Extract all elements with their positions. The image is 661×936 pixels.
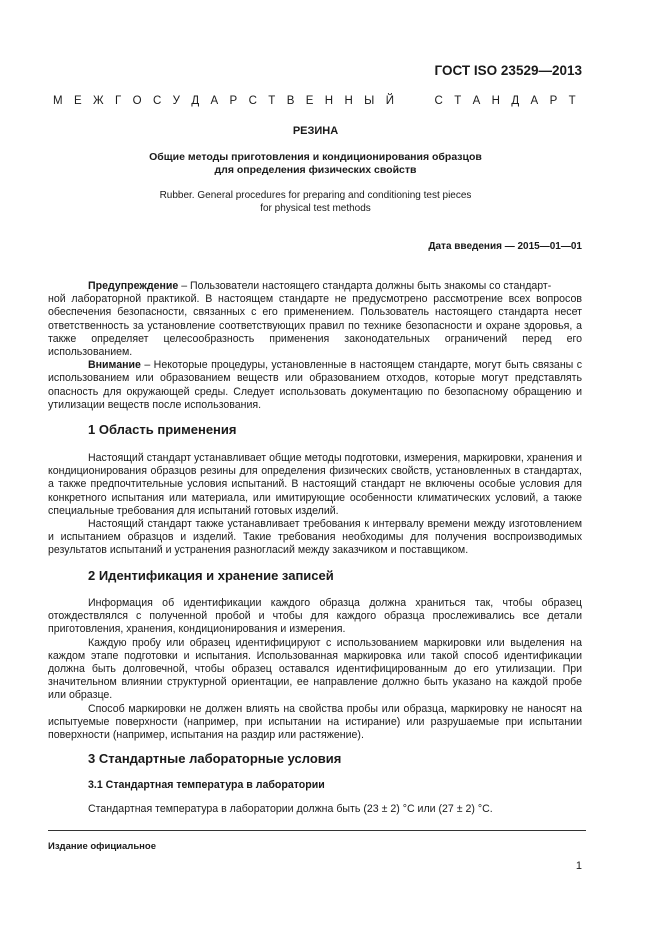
introduction-date: Дата введения — 2015—01—01	[428, 241, 582, 252]
standard-type-letter: А	[530, 95, 539, 107]
warning-text: – Пользователи настоящего стандарта должны быть знакомы со стандарт- ной лабораторной практикой. В настоящем стандарте не предусмотрено рассмотрение всех вопросов обеспечения безопасности, связанных с его применением. Пользователь настоящего стандарта несет ответственность за установление соответствующих правил по технике безопасности и охране здоровья, а также определяет целесообразность применения законодательных ограничений перед его использованием.	[48, 280, 582, 359]
standard-type-letter: С	[248, 95, 257, 107]
standard-type-letter: Т	[568, 95, 576, 107]
standard-type-letter: Н	[344, 95, 353, 107]
section-2-paragraph-1: Информация об идентификации каждого образца должна храниться так, чтобы образец отождествлялся с полученной пробой и чтобы для каждого образца прослеживались все детали приготовления, хранения, кондиционирования и измерения.	[48, 597, 582, 636]
standard-type-letter: Г	[115, 95, 122, 107]
section-3-heading: 3 Стандартные лабораторные условия	[88, 751, 342, 766]
page-number: 1	[575, 860, 582, 872]
standard-type-letter: А	[472, 95, 481, 107]
attention-text: – Некоторые процедуры, установленные в настоящем стандарте, могут быть связаны с использованием или образованием веществ или образованием отходов, которые могут представлять опасность для окружающей среды. Следует использовать документацию по безопасному обращению и утилизации веществ после использования.	[48, 359, 582, 411]
section-3-1-text: Стандартная температура в лаборатории должна быть (23 ± 2) °С или (27 ± 2) °С.	[88, 803, 493, 815]
attention-label: Внимание	[88, 359, 141, 372]
standard-type-letter: Е	[73, 95, 82, 107]
section-1-heading: 1 Область применения	[88, 422, 237, 437]
english-title-line-1: Rubber. General procedures for preparing and conditioning test pieces	[159, 190, 472, 201]
section-2-body	[48, 597, 582, 742]
document-title: РЕЗИНА	[292, 125, 339, 137]
warning-paragraph	[48, 280, 582, 359]
section-2-heading: 2 Идентификация и хранение записей	[88, 568, 334, 583]
standard-type-letter: А	[210, 95, 219, 107]
standard-type-letter: С	[434, 95, 443, 107]
standard-type-letter: У	[172, 95, 180, 107]
standard-type-letter: Т	[454, 95, 462, 107]
english-title	[48, 189, 583, 215]
section-2-paragraph-2: Каждую пробу или образец идентифицируют с использованием маркировки или выделения на каждом этапе подготовки и испытания. Использованная маркировка или такой способ идентификации должна быть долговечной, чтобы образец оставался идентифицированным до его утилизации. При значительном влиянии структурной ориентации, ее направление должно быть указано на каждой пробе или образце.	[48, 636, 582, 702]
subtitle-line-2: для определения физических свойств	[214, 164, 417, 176]
edition-label: Издание официальное	[48, 841, 156, 852]
warning-label: Предупреждение	[88, 280, 179, 292]
standard-type-letter: Е	[305, 95, 314, 107]
standard-type-letter: Н	[491, 95, 500, 107]
standard-type-letter: Д	[511, 95, 520, 107]
standard-type-label	[53, 95, 576, 107]
standard-type-letter: М	[53, 95, 63, 107]
english-title-line-2: for physical test methods	[260, 203, 371, 214]
attention-paragraph	[48, 359, 582, 412]
standard-type-letter: О	[132, 95, 142, 107]
standard-type-letter	[420, 95, 423, 107]
section-2-paragraph-3: Способ маркировки не должен влиять на свойства пробы или образца, маркировку не наносят на испытуемые поверхности (например, при испытании на истирание) или разрушаемые при испытании поверхности (например, испытания на раздир или растяжение).	[48, 702, 582, 742]
section-1-body	[48, 452, 582, 558]
standard-type-letter: Р	[229, 95, 238, 107]
section-1-paragraph-2: Настоящий стандарт также устанавливает требования к интервалу времени между изготовлением и испытанием образцов и изделий. Такие требования необходимы для получения воспроизводимых результатов испытаний и устранения разногласий между заказчиком и поставщиком.	[48, 518, 582, 557]
document-subtitle	[48, 151, 583, 177]
standard-type-letter: Й	[385, 95, 394, 107]
standard-type-letter: Н	[324, 95, 334, 107]
standard-type-letter	[405, 95, 408, 107]
section-3-1-heading: 3.1 Стандартная температура в лаборатории	[88, 779, 325, 791]
standard-type-letter: Ж	[93, 95, 104, 107]
standard-type-letter: Д	[191, 95, 200, 107]
safety-notes	[48, 280, 582, 412]
document-code: ГОСТ ISO 23529—2013	[434, 63, 582, 78]
section-3-1-body	[48, 803, 582, 816]
standard-type-letter: Т	[268, 95, 276, 107]
footer-divider	[48, 830, 586, 831]
standard-type-letter: Ы	[364, 95, 375, 107]
subtitle-line-1: Общие методы приготовления и кондиционирования образцов	[149, 151, 482, 163]
section-1-paragraph-1: Настоящий стандарт устанавливает общие методы подготовки, измерения, маркировки, хранения и кондиционирования образцов резины для определения физических свойств, установленных в стандартах, а также предпочтительные условия испытаний. В настоящий стандарт не включены особые условия для конкретного испытания или материала, или имитирующие особенности климатических условий, а также специальные требования для испытаний готовых изделий.	[48, 452, 582, 517]
standard-type-letter: Р	[549, 95, 558, 107]
standard-type-letter: В	[286, 95, 295, 107]
standard-type-letter: С	[152, 95, 162, 107]
